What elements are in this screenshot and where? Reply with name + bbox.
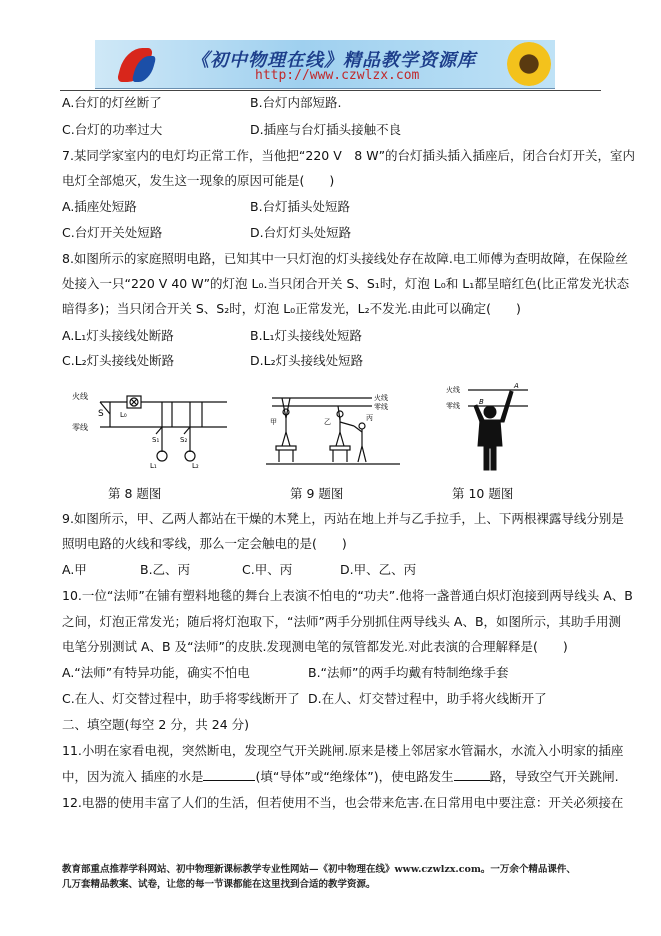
q6-option-a: A.台灯的灯丝断了 bbox=[62, 95, 162, 110]
q6-option-c: C.台灯的功率过大 bbox=[62, 122, 163, 137]
q9-option-b: B.乙、丙 bbox=[140, 562, 191, 577]
q9-stem-line2: 照明电路的火线和零线，那么一定会触电的是( ) bbox=[62, 536, 347, 551]
q6-option-b: B.台灯内部短路. bbox=[250, 95, 342, 110]
q9-stem-line1: 9.如图所示，甲、乙两人都站在干燥的木凳上，丙站在地上并与乙手拉手，上、下两根裸露导线分别是 bbox=[62, 511, 624, 526]
q11-text-part1: 中，因为流入 插座的水是 bbox=[62, 769, 204, 784]
q11-blank-1[interactable] bbox=[203, 768, 255, 781]
q11-stem-line2 bbox=[62, 768, 619, 786]
q6-option-d: D.插座与台灯插头接触不良 bbox=[250, 122, 402, 137]
section-2-heading: 二、填空题(每空 2 分，共 24 分) bbox=[62, 717, 250, 732]
q10-stem-line2: 之间，灯泡正常发光；随后将灯泡取下，“法师”两手分别抓住两导线头 A、B，如图所示，其助手用测 bbox=[62, 614, 622, 629]
q7-stem-line2: 电灯全部熄灭，发生这一现象的原因可能是( ) bbox=[62, 173, 335, 188]
q11-stem-line1: 11.小明在家看电视，突然断电，发现空气开关跳闸.原来是楼上邻居家水管漏水，水流入小明家的插座 bbox=[62, 743, 624, 758]
q8-stem-line2: 处接入一只“220 V 40 W”的灯泡 L₀.当只闭合开关 S、S₁时，灯泡 L₀和 L₁都呈暗红色(比正常发光状态 bbox=[62, 276, 630, 291]
banner-title: 《初中物理在线》精品教学资源库 bbox=[191, 50, 476, 71]
figure-8-caption: 第 8 题图 bbox=[108, 486, 162, 501]
fig8-neutral-label: 零线 bbox=[72, 423, 88, 432]
q7-option-a: A.插座处短路 bbox=[62, 199, 137, 214]
q8-option-b: B.L₁灯头接线处短路 bbox=[250, 328, 363, 343]
q10-option-b: B.“法师”的两手均戴有特制绝缘手套 bbox=[308, 665, 509, 680]
fig10-neutral-label: 零线 bbox=[446, 402, 460, 410]
q9-option-d: D.甲、乙、丙 bbox=[340, 562, 417, 577]
footer-line2: 几万套精品教案、试卷，让您的每一节课都能在这里找到合适的教学资源。 bbox=[62, 879, 376, 890]
q7-option-c: C.台灯开关处短路 bbox=[62, 225, 163, 240]
fig8-switch-label: S bbox=[98, 409, 104, 419]
figure-8-circuit bbox=[72, 382, 232, 472]
q10-option-a: A.“法师”有特异功能，确实不怕电 bbox=[62, 665, 250, 680]
q9-option-a: A.甲 bbox=[62, 562, 87, 577]
q10-option-c: C.在人、灯交替过程中，助手将零线断开了 bbox=[62, 691, 300, 706]
q11-blank-2[interactable] bbox=[454, 768, 490, 781]
sunflower-image bbox=[507, 42, 551, 86]
fig8-lamp1-label: L₁ bbox=[150, 462, 157, 470]
q8-option-d: D.L₂灯头接线处短路 bbox=[250, 353, 364, 368]
figure-9-caption: 第 9 题图 bbox=[290, 486, 344, 501]
fig9-live-label: 火线 bbox=[374, 394, 388, 402]
q8-stem-line3: 暗得多)；当只闭合开关 S、S₂时，灯泡 L₀正常发光，L₂不发光.由此可以确定( ) bbox=[62, 301, 521, 316]
q10-option-d: D.在人、灯交替过程中，助手将火线断开了 bbox=[308, 691, 547, 706]
fig8-lamp2-label: L₂ bbox=[192, 462, 199, 470]
header-banner bbox=[95, 40, 555, 89]
fig9-neutral-label: 零线 bbox=[374, 403, 388, 411]
fig9-person-a: 甲 bbox=[270, 418, 277, 426]
fig9-person-c: 丙 bbox=[366, 414, 373, 422]
q7-option-d: D.台灯灯头处短路 bbox=[250, 225, 352, 240]
fig10-point-a: A bbox=[514, 382, 519, 390]
page-footer bbox=[62, 862, 576, 892]
figure-10-caption: 第 10 题图 bbox=[452, 486, 514, 501]
fig10-point-b: B bbox=[479, 398, 484, 406]
footer-line1: 教育部重点推荐学科网站、初中物理新课标教学专业性网站—《初中物理在线》www.czwlzx.com。一万余个精品课件、 bbox=[62, 864, 576, 875]
q10-stem-line3: 电笔分别测试 A、B 及“法师”的皮肤.发现测电笔的氖管都发光.对此表演的合理解释是( ) bbox=[62, 639, 568, 654]
fig8-switch2-label: S₂ bbox=[180, 436, 188, 444]
q11-text-part2: (填“导体”或“绝缘体”)，使电路发生 bbox=[255, 769, 454, 784]
fig8-switch1-label: S₁ bbox=[152, 436, 160, 444]
q7-stem-line1: 7.某同学家室内的电灯均正常工作，当他把“220 V 8 W”的台灯插头插入插座后，闭合台灯开关，室内 bbox=[62, 148, 636, 163]
q10-stem-line1: 10.一位“法师”在铺有塑料地毯的舞台上表演不怕电的“功夫”.他将一盏普通白炽灯泡接到两导线头 A、B bbox=[62, 588, 633, 603]
fig8-lamp0-label: L₀ bbox=[120, 411, 127, 419]
q11-text-part3: 路，导致空气开关跳闸. bbox=[489, 769, 619, 784]
figure-10-magician bbox=[444, 380, 534, 475]
header-divider bbox=[60, 90, 601, 91]
q12-stem-line1: 12.电器的使用丰富了人们的生活，但若使用不当，也会带来危害.在日常用电中要注意：开关必须接在 bbox=[62, 795, 624, 810]
fig8-live-label: 火线 bbox=[72, 392, 88, 401]
q8-option-c: C.L₂灯头接线处断路 bbox=[62, 353, 175, 368]
q9-option-c: C.甲、丙 bbox=[242, 562, 293, 577]
fig9-person-b: 乙 bbox=[324, 418, 331, 426]
fig10-live-label: 火线 bbox=[446, 386, 460, 394]
q8-option-a: A.L₁灯头接线处断路 bbox=[62, 328, 174, 343]
figure-9-people bbox=[262, 390, 402, 470]
q8-stem-line1: 8.如图所示的家庭照明电路，已知其中一只灯泡的灯头接线处存在故障.电工师傅为查明故障，在保险丝 bbox=[62, 251, 628, 266]
q7-option-b: B.台灯插头处短路 bbox=[250, 199, 351, 214]
banner-url[interactable]: http://www.czwlzx.com bbox=[255, 68, 420, 83]
